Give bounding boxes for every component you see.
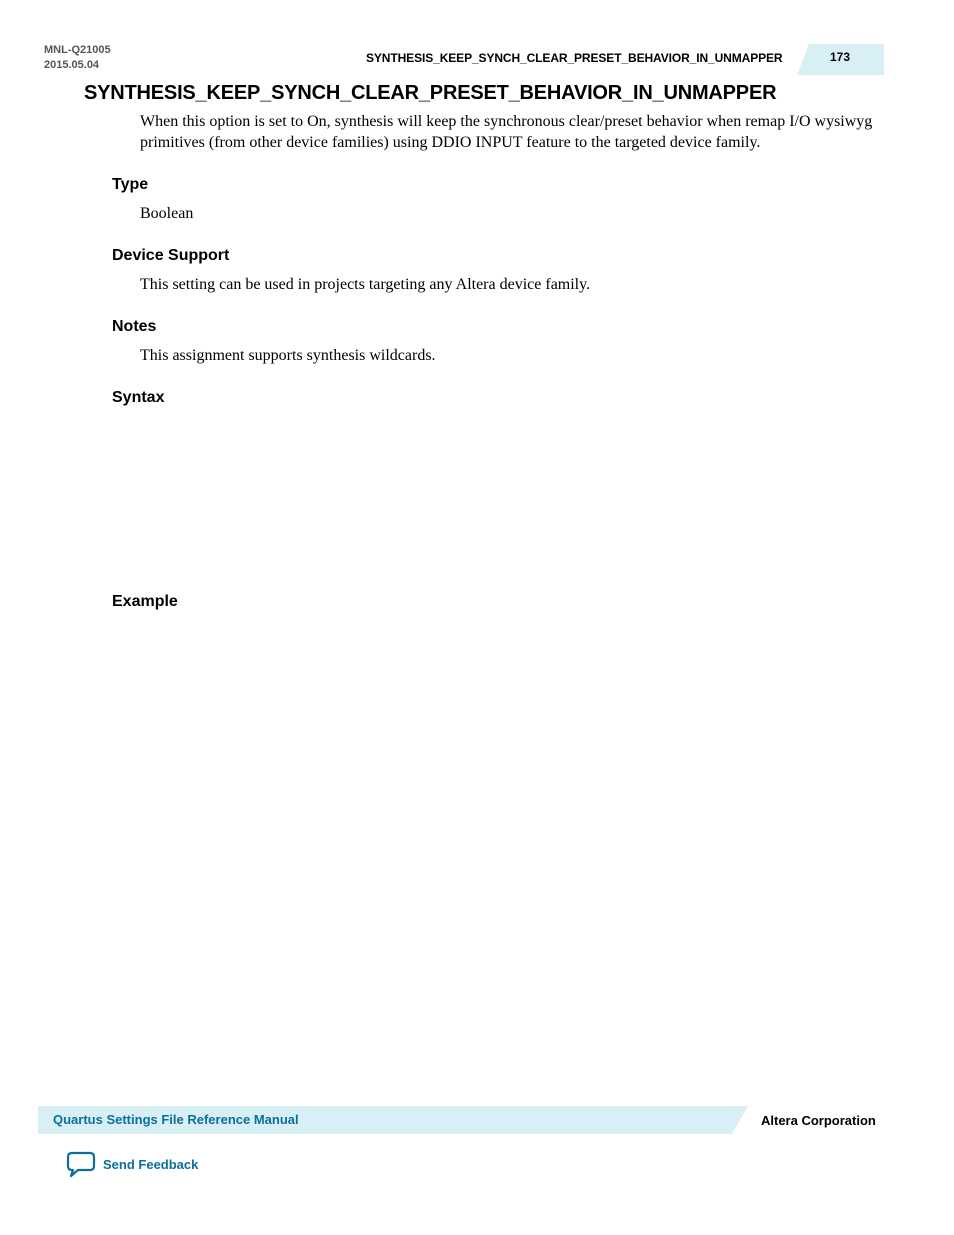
- intro-paragraph: When this option is set to On, synthesis will keep the synchronous clear/preset behavior when remap I/O wysiwyg primitives (from other device families) using DDIO INPUT feature to the targeted device family.: [140, 113, 873, 151]
- page-number: 173: [829, 50, 851, 64]
- running-header-title: SYNTHESIS_KEEP_SYNCH_CLEAR_PRESET_BEHAVIOR_IN_UNMAPPER: [366, 51, 783, 65]
- footer-manual-title[interactable]: Quartus Settings File Reference Manual: [53, 1112, 299, 1127]
- section-text-device-support: This setting can be used in projects targeting any Altera device family.: [140, 276, 591, 293]
- document-number: MNL-Q21005: [44, 44, 111, 56]
- section-heading-type: Type: [112, 176, 149, 193]
- section-text-type: Boolean: [140, 205, 194, 222]
- document-id-block: [44, 43, 111, 73]
- section-heading-device-support: Device Support: [112, 247, 230, 264]
- send-feedback-link[interactable]: [66, 1150, 198, 1178]
- section-text-notes: This assignment supports synthesis wildcards.: [140, 347, 436, 364]
- section-heading-notes: Notes: [112, 318, 157, 335]
- page-title: SYNTHESIS_KEEP_SYNCH_CLEAR_PRESET_BEHAVIOR_IN_UNMAPPER: [84, 82, 777, 104]
- speech-bubble-icon: [66, 1150, 96, 1178]
- section-heading-syntax: Syntax: [112, 389, 165, 406]
- section-heading-example: Example: [112, 593, 178, 610]
- send-feedback-label: Send Feedback: [103, 1156, 199, 1172]
- footer-company: Altera Corporation: [761, 1113, 876, 1128]
- document-date: 2015.05.04: [44, 59, 100, 71]
